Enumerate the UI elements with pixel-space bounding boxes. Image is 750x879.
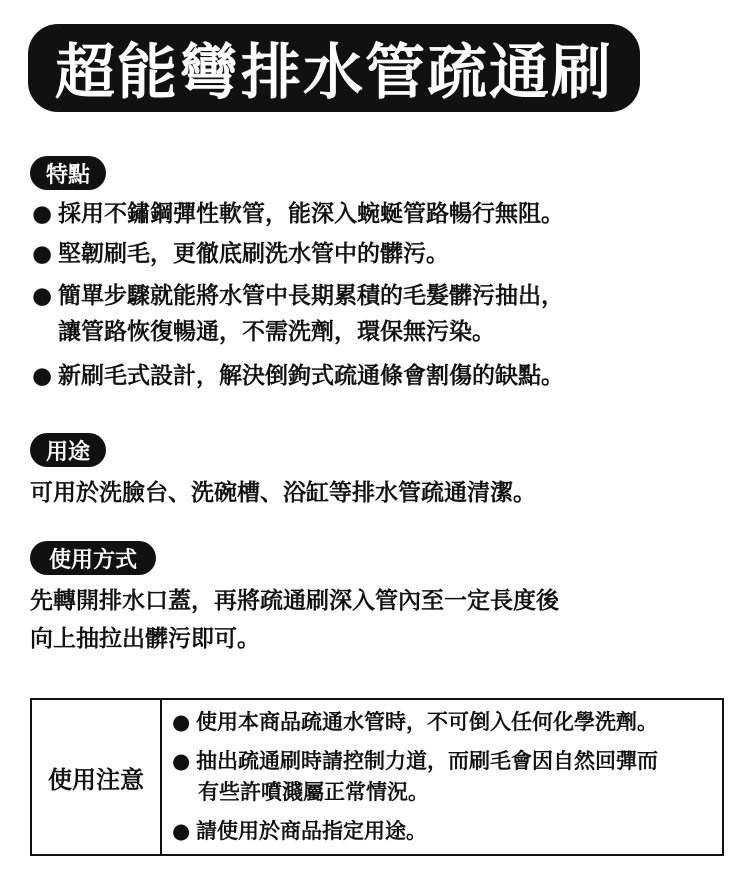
feature-item xyxy=(32,199,564,229)
features-heading-badge xyxy=(30,156,106,190)
precaution-text-continued: 有些許噴濺屬正常情況。 xyxy=(198,780,429,804)
precaution-item xyxy=(172,708,658,736)
feature-text: 新刷毛式設計，解決倒鉤式疏通條會割傷的缺點。 xyxy=(58,363,564,389)
precautions-box xyxy=(30,698,724,856)
feature-text: 採用不鏽鋼彈性軟管，能深入蜿蜒管路暢行無阻。 xyxy=(58,201,564,227)
precaution-text: 抽出疏通刷時請控制力道，而刷毛會因自然回彈而 xyxy=(196,749,658,773)
precautions-label-text: 使用注意 xyxy=(48,765,144,794)
precautions-label xyxy=(32,700,160,854)
bullet-icon: ● xyxy=(172,749,191,773)
usage-heading-badge xyxy=(30,433,106,467)
precaution-text: 請使用於商品指定用途。 xyxy=(196,819,427,843)
precaution-text: 使用本商品疏通水管時，不可倒入任何化學洗劑。 xyxy=(196,710,658,734)
feature-item xyxy=(32,239,449,269)
method-text-continued: 向上抽拉出髒污即可。 xyxy=(30,626,260,652)
page-title: 超能彎排水管疏通刷 xyxy=(55,38,613,108)
feature-text: 堅韌刷毛，更徹底刷洗水管中的髒污。 xyxy=(58,241,449,267)
features-heading: 特點 xyxy=(45,162,90,188)
precautions-divider xyxy=(160,700,162,854)
bullet-icon: ● xyxy=(32,241,53,267)
precaution-item xyxy=(172,817,427,845)
feature-item xyxy=(32,281,564,311)
bullet-icon: ● xyxy=(32,201,53,227)
title-banner xyxy=(28,24,640,112)
usage-heading: 用途 xyxy=(45,439,90,465)
bullet-icon: ● xyxy=(32,283,53,309)
usage-text: 可用於洗臉台、洗碗槽、浴缸等排水管疏通清潔。 xyxy=(30,480,536,506)
method-heading: 使用方式 xyxy=(48,547,137,573)
precaution-item xyxy=(172,747,658,775)
feature-text-continued: 讓管路恢復暢通，不需洗劑，環保無污染。 xyxy=(58,319,495,345)
bullet-icon: ● xyxy=(32,363,53,389)
bullet-icon: ● xyxy=(172,710,191,734)
feature-item xyxy=(32,361,564,391)
method-heading-badge xyxy=(30,541,156,575)
feature-text: 簡單步驟就能將水管中長期累積的毛髮髒污抽出， xyxy=(58,283,564,309)
method-text: 先轉開排水口蓋，再將疏通刷深入管內至一定長度後 xyxy=(30,588,559,614)
bullet-icon: ● xyxy=(172,819,191,843)
